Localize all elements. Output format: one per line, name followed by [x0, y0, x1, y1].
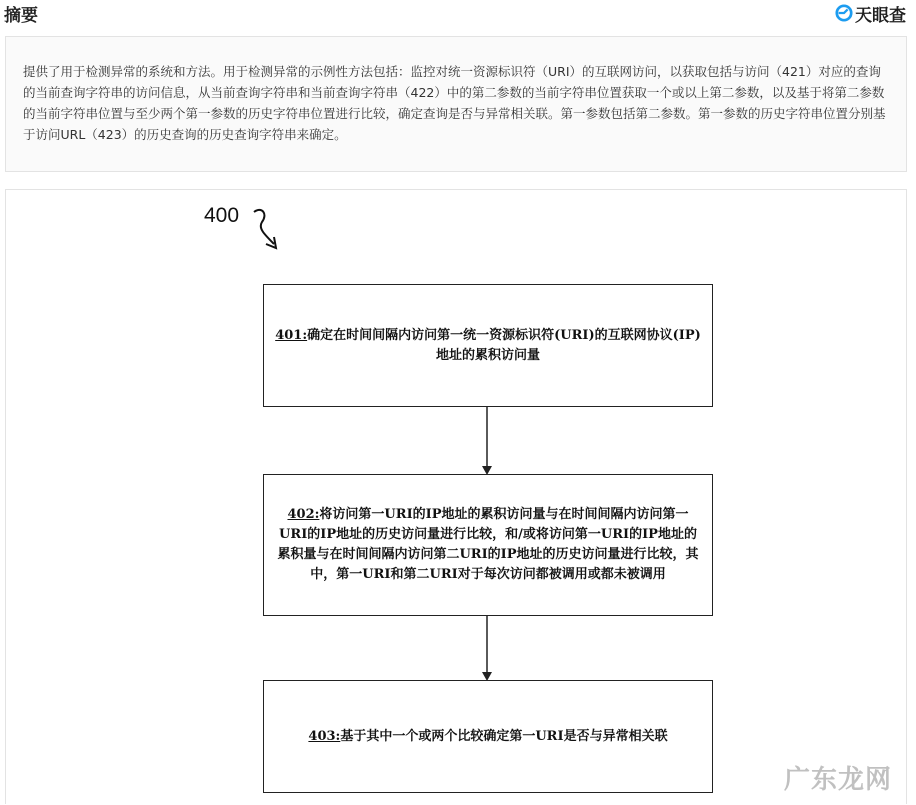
step-number: 402:: [287, 507, 320, 522]
step-text: 将访问第一URI的IP地址的累积访问量与在时间间隔内访问第一URI的IP地址的历史访问量进行比较，和/或将访问第一URI的IP地址的累积量与在时间间隔内访问第二URI的IP地址的历史访问量进行比较，其中，第一URI和第二URI对于每次访问都被调用或都未被调用: [277, 507, 699, 582]
patent-figure: [5, 189, 907, 804]
figure-label: 400: [204, 204, 240, 227]
watermark: 广东龙网: [783, 765, 892, 795]
brand-logo[interactable]: [835, 2, 906, 24]
flow-step-403: [263, 680, 713, 793]
curved-arrow-icon: [248, 204, 288, 252]
abstract-panel: [5, 36, 907, 172]
flow-step-401: [263, 284, 713, 407]
step-text: 确定在时间间隔内访问第一统一资源标识符(URI)的互联网协议(IP)地址的累积访问量: [307, 327, 701, 363]
step-number: 403:: [308, 728, 341, 744]
step-number: 401:: [275, 327, 308, 343]
abstract-text: 提供了用于检测异常的系统和方法。用于检测异常的示例性方法包括：监控对统一资源标识符（URI）的互联网访问，以获取包括与访问（421）对应的查询的当前查询字符串的访问信息，从当前查询字符串和当前查询字符串（422）中的第二参数的当前字符串位置获取一个或以上第二参数，以及基于将第二参数的当前字符串位置与至少两个第一参数的历史字符串位置进行比较，确定查询是否与异常相关联。第一参数包括第二参数。第一参数的历史字符串位置分别基于访问URL（423）的历史查询的历史查询字符串来确定。: [23, 64, 886, 142]
tianyancha-logo-icon: [835, 4, 853, 22]
step-text: 基于其中一个或两个比较确定第一URI是否与异常相关联: [340, 728, 668, 744]
brand-name: 天眼查: [855, 5, 906, 26]
section-title: 摘要: [4, 6, 38, 26]
header: [0, 0, 916, 26]
flow-step-402: [263, 474, 713, 616]
